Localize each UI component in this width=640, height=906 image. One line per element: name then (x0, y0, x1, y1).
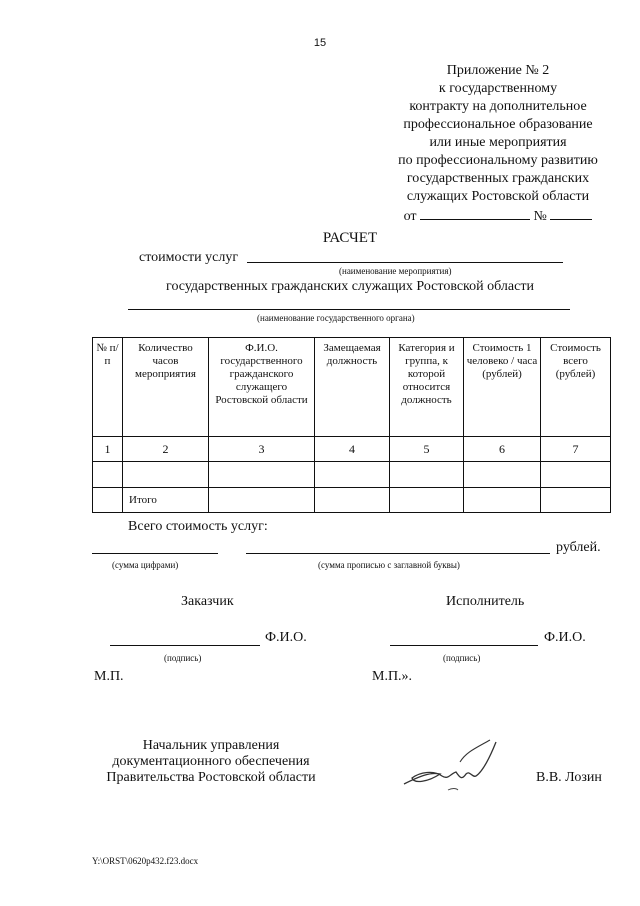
handwritten-signature (400, 732, 510, 797)
customer-fio: Ф.И.О. (265, 630, 307, 645)
sum-words-blank (246, 553, 550, 554)
customer-signature-blank (110, 645, 260, 646)
table-cell (209, 462, 315, 488)
event-caption: (наименование мероприятия) (339, 266, 452, 276)
number-blank (550, 206, 592, 220)
appendix-header (383, 62, 613, 226)
head-title (91, 738, 331, 786)
customer-signature-caption: (подпись) (164, 653, 202, 663)
file-path: Y:\ORST\0620p432.f23.docx (92, 856, 199, 866)
contractor-stamp: М.П.». (372, 669, 413, 684)
customer-stamp: М.П. (94, 669, 124, 684)
table-total-row (93, 488, 611, 513)
sum-words-caption: (сумма прописью с заглавной буквы) (318, 560, 460, 570)
table-cell (209, 488, 315, 513)
total-cost-label: Всего стоимость услуг: (128, 519, 268, 534)
org-name-blank (128, 309, 570, 310)
column-number: 4 (315, 437, 390, 462)
table-cell (390, 488, 464, 513)
table-cell (315, 488, 390, 513)
date-prefix: от (403, 209, 417, 224)
signer-name: В.В. Лозин (536, 770, 602, 785)
appendix-line: государственных гражданских (406, 171, 590, 186)
contractor-fio: Ф.И.О. (544, 630, 586, 645)
table-cell (541, 488, 611, 513)
contractor-signature-blank (390, 645, 538, 646)
header-cell: Количество часов мероприятия (123, 338, 209, 437)
head-title-line: Начальник управления (142, 738, 280, 753)
table-cell (93, 462, 123, 488)
sum-digits-blank (92, 553, 218, 554)
customer-title: Заказчик (181, 594, 234, 609)
calculation-table (92, 337, 611, 513)
appendix-line: Приложение № 2 (446, 63, 550, 78)
page-number: 15 (313, 37, 327, 49)
column-number: 5 (390, 437, 464, 462)
cost-label: стоимости услуг (139, 250, 239, 265)
header-cell: Ф.И.О. государственного гражданского служащего Ростовской области (209, 338, 315, 437)
table-header-row (93, 338, 611, 437)
subject-line: государственных гражданских служащих Ростовской области (166, 279, 534, 294)
rubles-label: рублей. (556, 540, 601, 555)
date-blank (420, 206, 530, 220)
sum-digits-caption: (сумма цифрами) (112, 560, 179, 570)
column-number: 3 (209, 437, 315, 462)
contractor-signature-caption: (подпись) (443, 653, 481, 663)
appendix-line: к государственному (438, 81, 558, 96)
column-number: 1 (93, 437, 123, 462)
org-caption: (наименование государственного органа) (257, 313, 415, 323)
appendix-line: профессиональное образование (403, 117, 593, 132)
head-title-line: документационного обеспечения (112, 754, 310, 769)
number-sign: № (533, 209, 547, 224)
column-number-row (93, 437, 611, 462)
header-cell: № п/п (93, 338, 123, 437)
document-title: РАСЧЕТ (322, 230, 378, 246)
table-cell (464, 462, 541, 488)
table-cell (315, 462, 390, 488)
header-cell: Замещаемая должность (315, 338, 390, 437)
table-cell (390, 462, 464, 488)
appendix-date-line (383, 206, 613, 226)
contractor-title: Исполнитель (446, 594, 525, 609)
table-row (93, 462, 611, 488)
appendix-line: контракту на дополнительное (409, 99, 587, 114)
column-number: 6 (464, 437, 541, 462)
appendix-line: служащих Ростовской области (406, 189, 590, 204)
head-title-line: Правительства Ростовской области (106, 770, 316, 785)
table-cell (93, 488, 123, 513)
header-cell: Стоимость всего (рублей) (541, 338, 611, 437)
column-number: 7 (541, 437, 611, 462)
appendix-line: или иные мероприятия (429, 135, 567, 150)
header-cell: Категория и группа, к которой относится должность (390, 338, 464, 437)
total-label: Итого (123, 488, 209, 513)
table-cell (541, 462, 611, 488)
header-cell: Стоимость 1 человеко / часа (рублей) (464, 338, 541, 437)
appendix-line: по профессиональному развитию (398, 153, 598, 168)
column-number: 2 (123, 437, 209, 462)
table-cell (464, 488, 541, 513)
table-cell (123, 462, 209, 488)
event-name-blank (247, 262, 563, 263)
